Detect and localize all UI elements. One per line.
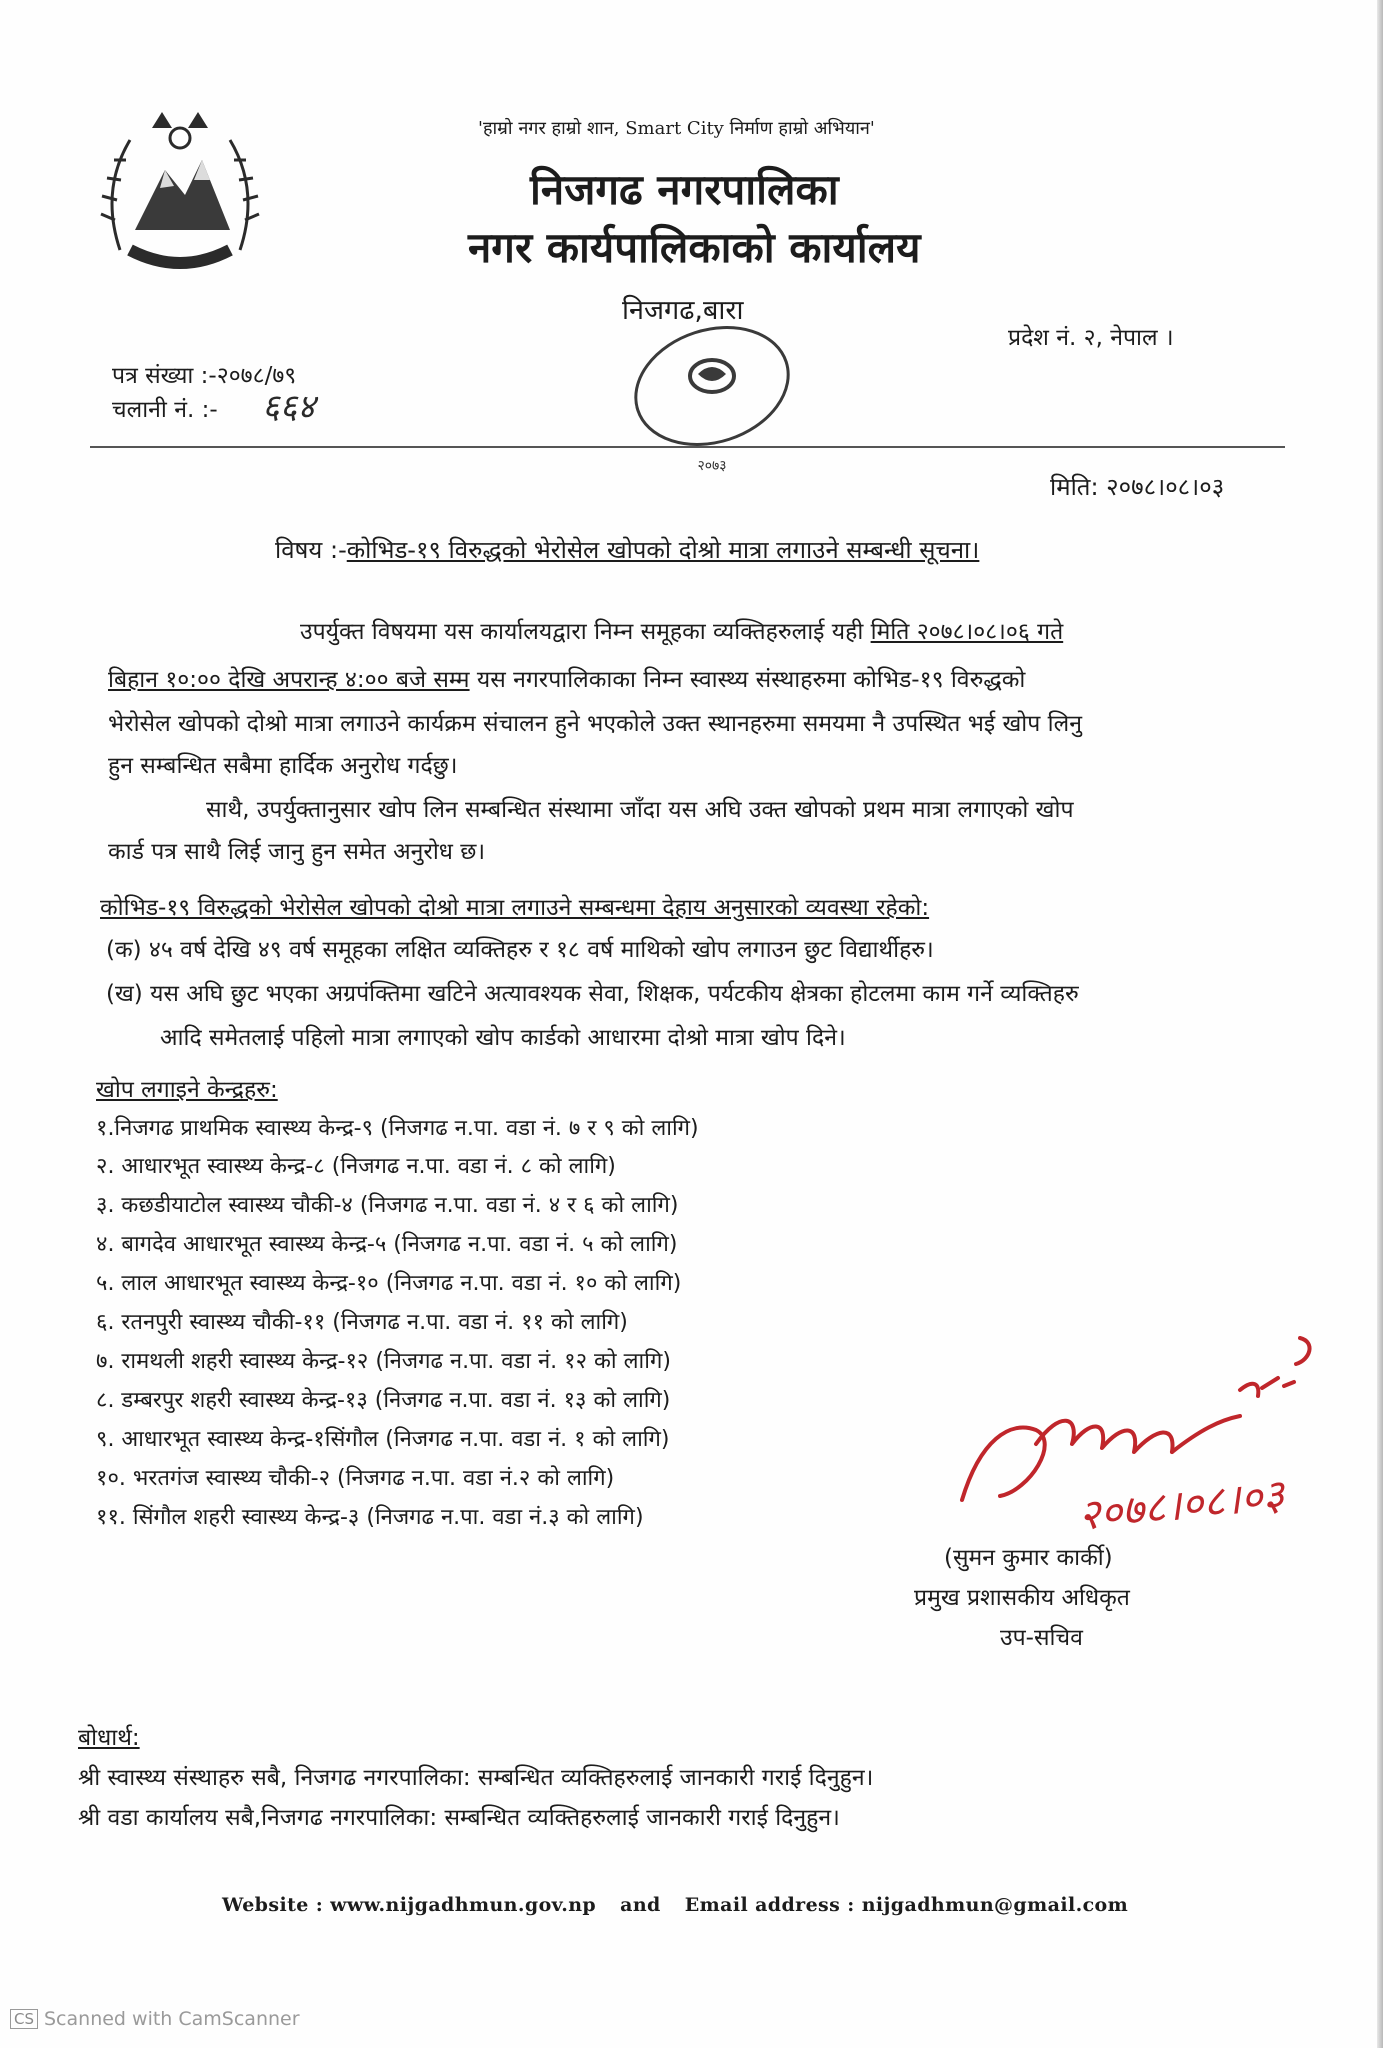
- center-item: ५. लाल आधारभूत स्वास्थ्य केन्द्र-१० (निजगढ न.पा. वडा नं. १० को लागि): [96, 1271, 682, 1296]
- nepal-emblem-icon: [90, 100, 270, 280]
- tagline: 'हाम्रो नगर हाम्रो शान, Smart City निर्माण हाम्रो अभियान': [478, 118, 875, 139]
- arrangement-item-ka: (क) ४५ वर्ष देखि ४९ वर्ष समूहका लक्षित व्यक्तिहरु र १८ वर्ष माथिको खोप लगाउन छुट विद्यार्थीहरु।: [106, 937, 934, 963]
- signature-drawing: [940, 1320, 1340, 1560]
- cc-line-1: श्री स्वास्थ्य संस्थाहरु सबै, निजगढ नगरपालिका: सम्बन्धित व्यक्तिहरुलाई जानकारी गराई दिनुहुन।: [78, 1765, 874, 1791]
- body-line-2-text: यस नगरपालिकाका निम्न स्वास्थ्य संस्थाहरुमा कोभिड-१९ विरुद्धको: [469, 667, 1026, 693]
- center-item: ८. डम्बरपुर शहरी स्वास्थ्य केन्द्र-१३ (निजगढ न.पा. वडा नं. १३ को लागि): [96, 1388, 671, 1413]
- website-text: Website : www.nijgadhmun.gov.np: [222, 1894, 597, 1916]
- center-item: १.निजगढ प्राथमिक स्वास्थ्य केन्द्र-९ (निजगढ न.पा. वडा नं. ७ र ९ को लागि): [96, 1116, 699, 1141]
- dispatch-label: चलानी नं. :-: [112, 397, 218, 423]
- center-item: ११. सिंगौल शहरी स्वास्थ्य केन्द्र-३ (निजगढ न.पा. वडा नं.३ को लागि): [96, 1505, 644, 1530]
- body-line-2: [108, 662, 1025, 694]
- body-line-4: हुन सम्बन्धित सबैमा हार्दिक अनुरोध गर्दछु।: [108, 753, 458, 779]
- header-divider: [90, 446, 1285, 448]
- center-item: १०. भरतगंज स्वास्थ्य चौकी-२ (निजगढ न.पा. वडा नं.२ को लागि): [96, 1466, 615, 1491]
- stamp-year: २०७३: [697, 458, 727, 474]
- center-item: ९. आधारभूत स्वास्थ्य केन्द्र-१सिंगौल (निजगढ न.पा. वडा नं. १ को लागि): [96, 1427, 670, 1452]
- cc-line-2: श्री वडा कार्यालय सबै,निजगढ नगरपालिका: सम्बन्धित व्यक्तिहरुलाई जानकारी गराई दिनुहुन।: [78, 1805, 840, 1831]
- center-item: ६. रतनपुरी स्वास्थ्य चौकी-११ (निजगढ न.पा. वडा नं. ११ को लागि): [96, 1310, 628, 1335]
- scanner-text: Scanned with CamScanner: [44, 2008, 300, 2030]
- office-stamp: [612, 318, 812, 478]
- signatory-title: प्रमुख प्रशासकीय अधिकृत: [914, 1585, 1130, 1611]
- arrangement-item-kha: (ख) यस अघि छुट भएका अग्रपंक्तिमा खटिने अत्यावश्यक सेवा, शिक्षक, पर्यटकीय क्षेत्रका होटलमा काम गर्ने व्यक्तिहरु: [106, 981, 1079, 1007]
- body-line-6: कार्ड पत्र साथै लिई जानु हुन समेत अनुरोध छ।: [108, 839, 486, 865]
- dispatch-number-handwritten: ६६४: [262, 387, 316, 427]
- center-item: ४. बागदेव आधारभूत स्वास्थ्य केन्द्र-५ (निजगढ न.पा. वडा नं. ५ को लागि): [96, 1232, 678, 1257]
- body-line-1: [300, 614, 1063, 646]
- arrangement-item-kha-cont: आदि समेतलाई पहिलो मात्रा लगाएको खोप कार्डको आधारमा दोश्रो मात्रा खोप दिने।: [160, 1025, 846, 1051]
- subject-label: विषय :-: [275, 536, 347, 564]
- footer-and: and: [620, 1894, 661, 1916]
- body-time-underlined: बिहान १०:०० देखि अपरान्ह ४:०० बजे सम्म: [108, 667, 470, 693]
- signature-date-handwritten: २०७८।०८।०३: [1075, 1469, 1287, 1540]
- body-date-underlined: मिति २०७८।०८।०६ गते: [870, 619, 1064, 645]
- center-item: ३. कछडीयाटोल स्वास्थ्य चौकी-४ (निजगढ न.पा. वडा नं. ४ र ६ को लागि): [96, 1193, 679, 1218]
- body-line-5: साथै, उपर्युक्तानुसार खोप लिन सम्बन्धित संस्थामा जाँदा यस अघि उक्त खोपको प्रथम मात्रा लगाएको खोप: [206, 797, 1074, 823]
- arrangement-heading: कोभिड-१९ विरुद्धको भेरोसेल खोपको दोश्रो मात्रा लगाउने सम्बन्धमा देहाय अनुसारको व्यवस्था रहेको:: [100, 895, 930, 921]
- body-line-3: भेरोसेल खोपको दोश्रो मात्रा लगाउने कार्यक्रम संचालन हुने भएकोले उक्त स्थानहरुमा समयमा नै उपस्थित भई खोप लिनु: [108, 711, 1082, 737]
- centers-heading: खोप लगाइने केन्द्रहरु:: [96, 1077, 278, 1103]
- contact-footer: [222, 1894, 1128, 1916]
- camscanner-logo-icon: CS: [10, 2009, 38, 2029]
- scanner-watermark: [10, 2008, 300, 2030]
- page-edge: [1377, 0, 1383, 2048]
- cc-heading: बोधार्थ:: [78, 1725, 140, 1751]
- letter-number: पत्र संख्या :-२०७८/७९: [112, 363, 297, 389]
- subject-text: कोभिड-१९ विरुद्धको भेरोसेल खोपको दोश्रो मात्रा लगाउने सम्बन्धी सूचना।: [346, 536, 980, 564]
- subject-line: [275, 533, 979, 566]
- center-item: ७. रामथली शहरी स्वास्थ्य केन्द्र-१२ (निजगढ न.पा. वडा नं. १२ को लागि): [96, 1349, 671, 1374]
- signatory-name: (सुमन कुमार कार्की): [944, 1545, 1113, 1571]
- province-label: प्रदेश नं. २, नेपाल ।: [1008, 325, 1174, 351]
- center-item: २. आधारभूत स्वास्थ्य केन्द्र-८ (निजगढ न.पा. वडा नं. ८ को लागि): [96, 1154, 616, 1179]
- office-location: निजगढ,बारा: [622, 295, 744, 326]
- municipality-title: निजगढ नगरपालिका: [530, 165, 839, 214]
- document-date: मिति: २०७८।०८।०३: [1050, 473, 1225, 501]
- office-title: नगर कार्यपालिकाको कार्यालय: [468, 223, 921, 272]
- email-text: Email address : nijgadhmun@gmail.com: [684, 1894, 1129, 1916]
- signatory-rank: उप-सचिव: [1000, 1625, 1083, 1651]
- body-line-1-text: उपर्युक्त विषयमा यस कार्यालयद्वारा निम्न समूहका व्यक्तिहरुलाई यही: [300, 619, 871, 645]
